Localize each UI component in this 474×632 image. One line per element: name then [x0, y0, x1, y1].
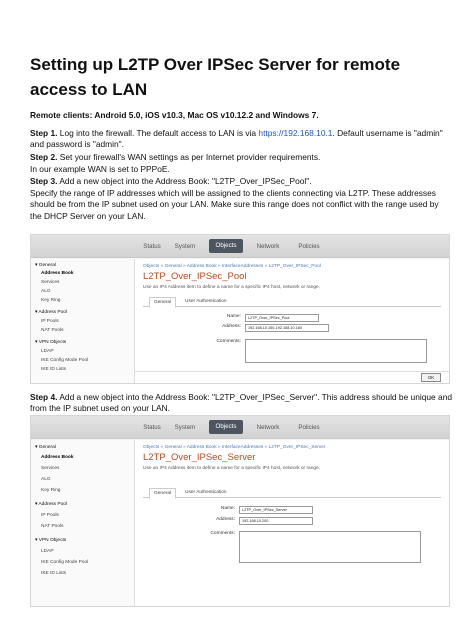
form-divider [135, 371, 449, 372]
sidebar-item-alg[interactable]: ALG [41, 289, 51, 294]
sidebar-group-general[interactable]: ▾ General [35, 263, 56, 268]
comments-label: Comments: [216, 339, 241, 344]
remote-clients-text: Remote clients: Android 5.0, iOS v10.3, Mac OS v10.12.2 and Windows 7. [30, 110, 319, 120]
remote-clients-line [30, 110, 452, 121]
tab-system[interactable]: System [174, 424, 196, 431]
sidebar-group-address-pool[interactable]: ▾ Address Pool [35, 310, 68, 315]
form-tabs [143, 296, 441, 307]
tab-user-authentication[interactable]: User Authentication [185, 299, 227, 304]
sidebar-group-address-pool[interactable]: ▾ Address Pool [35, 502, 68, 507]
step2-label: Step 2. [30, 152, 58, 162]
tab-status[interactable]: Status [143, 424, 161, 431]
address-field[interactable]: 192.168.10.150-192.168.10.160 [245, 324, 329, 332]
comments-field[interactable] [239, 531, 421, 563]
sidebar-group-vpn-objects[interactable]: ▾ VPN Objects [35, 538, 67, 543]
step4-paragraph [30, 392, 452, 415]
tab-system[interactable]: System [174, 243, 196, 250]
step1-text-a: Log into the firewall. The default access to LAN is via [57, 128, 259, 138]
form-tabs [143, 487, 441, 498]
step1-label: Step 1. [30, 128, 58, 138]
sidebar-group-general[interactable]: ▾ General [35, 445, 56, 450]
comments-label: Comments: [210, 531, 235, 536]
step4-label: Step 4. [30, 392, 58, 402]
address-label: Address: [216, 517, 235, 522]
top-nav-bar [31, 235, 449, 258]
step4-text: Add a new object into the Address Book: "L2TP_Over_IPSec_Server". This address should be unique and from the IP subnet used on your LAN. [30, 392, 453, 414]
tab-objects[interactable]: Objects [209, 239, 243, 253]
step2-note: In our example WAN is set to PPPoE. [30, 164, 170, 174]
page-description: Use an IP4 Address item to define a name for a specific IP4 host, network or range. [143, 285, 321, 290]
sidebar-item-address-book[interactable]: Address Book [41, 271, 74, 276]
address-field[interactable]: 192.168.10.200 [239, 517, 313, 525]
sidebar-item-ike-config-mode-pool[interactable]: IKE Config Mode Pool [41, 358, 89, 363]
tab-network[interactable]: Network [256, 243, 280, 250]
step3-paragraph [30, 176, 452, 187]
sidebar-item-nat-pools[interactable]: NAT Pools [41, 328, 64, 333]
step1-paragraph [30, 128, 452, 151]
tab-objects[interactable]: Objects [209, 420, 243, 434]
sidebar-item-services[interactable]: Services [41, 280, 60, 285]
sidebar-item-nat-pools[interactable]: NAT Pools [41, 524, 64, 529]
tab-policies[interactable]: Policies [298, 243, 320, 250]
sidebar-item-ip-pools[interactable]: IP Pools [41, 513, 59, 518]
sidebar-item-key-ring[interactable]: Key Ring [41, 488, 61, 493]
name-label: Name: [226, 314, 241, 319]
screenshot-address-pool [30, 234, 450, 384]
comments-field[interactable] [245, 339, 427, 363]
lan-access-link[interactable]: https://192.168.10.1 [258, 128, 333, 138]
top-nav-bar [31, 416, 449, 439]
sidebar-item-ike-config-mode-pool[interactable]: IKE Config Mode Pool [41, 560, 89, 565]
breadcrumb[interactable]: Objects » General » Address Book » InterfaceAddresses » L2TP_Over_IPSec_Server [143, 445, 326, 450]
step3-detail: Specify the range of IP addresses which will be assigned to the clients connecting via L2TP. These addresses should be from the IP subnet used on your LAN. Make sure this range does not conflict with the range used by the DHCP Server on your LAN. [30, 188, 439, 221]
ok-button[interactable]: OK [421, 373, 441, 382]
tab-status[interactable]: Status [143, 243, 161, 250]
address-label: Address: [222, 324, 241, 329]
sidebar-item-ike-id-lists[interactable]: IKE ID Lists [41, 571, 67, 576]
main-panel [135, 440, 449, 606]
sidebar [31, 259, 135, 383]
tab-network[interactable]: Network [256, 424, 280, 431]
name-field[interactable]: L2TP_Over_IPSec_Pool [245, 314, 319, 322]
tab-general[interactable]: General [149, 488, 176, 499]
page-title: L2TP_Over_IPSec_Server [143, 452, 256, 463]
breadcrumb[interactable]: Objects » General » Address Book » InterfaceAddresses » L2TP_Over_IPSec_Pool [143, 264, 321, 269]
page-title: L2TP_Over_IPSec_Pool [143, 271, 247, 282]
step3-label: Step 3. [30, 176, 58, 186]
name-field[interactable]: L2TP_Over_IPSec_Server [239, 506, 313, 514]
main-panel [135, 259, 449, 383]
sidebar-item-ike-id-lists[interactable]: IKE ID Lists [41, 367, 67, 372]
sidebar-item-alg[interactable]: ALG [41, 477, 51, 482]
sidebar-item-key-ring[interactable]: Key Ring [41, 298, 61, 303]
sidebar-item-address-book[interactable]: Address Book [41, 455, 74, 460]
step2-text: Set your firewall's WAN settings as per Internet provider requirements. [57, 152, 321, 162]
step3-text: Add a new object into the Address Book: "L2TP_Over_IPSec_Pool". [57, 176, 312, 186]
document-title: Setting up L2TP Over IPSec Server for remote access to LAN [30, 55, 401, 99]
sidebar-item-ldap[interactable]: LDAP [41, 349, 54, 354]
step1-text-b: . Default username is "admin" and password is "admin". [30, 128, 443, 150]
page-description: Use an IP4 Address item to define a name for a specific IP4 host, network or range. [143, 466, 321, 471]
sidebar-item-ip-pools[interactable]: IP Pools [41, 319, 59, 324]
tab-general[interactable]: General [149, 297, 176, 308]
tab-user-authentication[interactable]: User Authentication [185, 490, 227, 495]
screenshot-address-server [30, 415, 450, 607]
step2-paragraph [30, 152, 452, 163]
sidebar-item-services[interactable]: Services [41, 466, 60, 471]
sidebar-group-vpn-objects[interactable]: ▾ VPN Objects [35, 340, 67, 345]
sidebar-item-ldap[interactable]: LDAP [41, 549, 54, 554]
name-label: Name: [220, 506, 235, 511]
tab-policies[interactable]: Policies [298, 424, 320, 431]
sidebar [31, 440, 135, 606]
